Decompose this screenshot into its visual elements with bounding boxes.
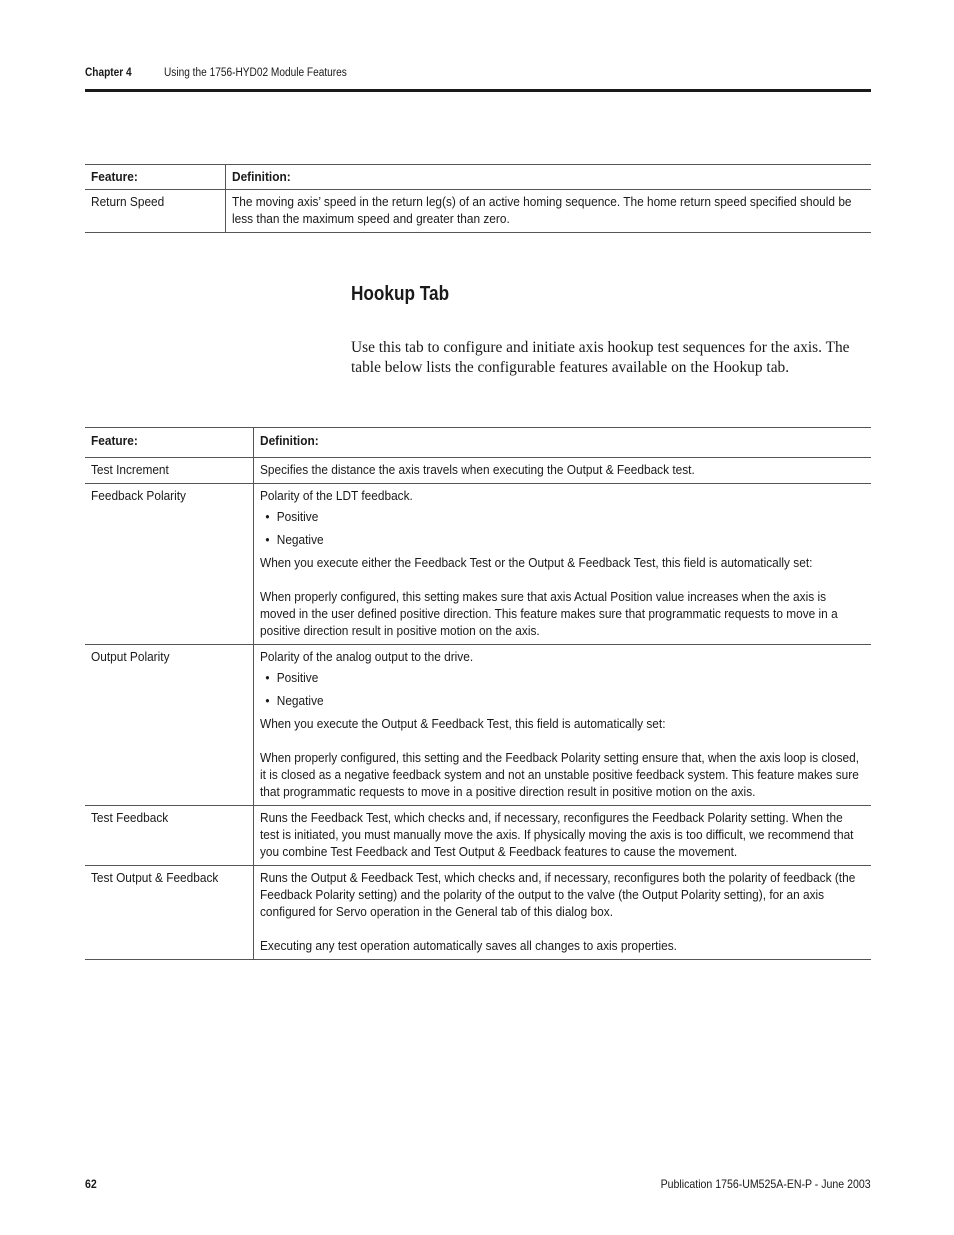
feature-cell: Output Polarity: [85, 645, 253, 806]
option-list: [260, 508, 865, 548]
list-item: • Positive: [265, 508, 864, 525]
definition-header: Definition:: [253, 428, 871, 458]
chapter-label: Chapter 4: [85, 67, 132, 79]
definition-text: When properly configured, this setting makes sure that axis Actual Position value increases when the axis is moved in the user defined positive direction. This feature makes sure that programmatic requests to move in a positive direction result in positive motion on the axis.: [259, 589, 838, 638]
table-row: [85, 458, 871, 484]
list-item: • Positive: [265, 669, 864, 686]
feature-header: Feature:: [85, 165, 225, 190]
table-header-row: [85, 428, 871, 458]
feature-cell: Feedback Polarity: [85, 484, 253, 645]
definition-header: Definition:: [225, 165, 871, 190]
chapter-title: Using the 1756-HYD02 Module Features: [164, 67, 347, 79]
table-row: [85, 484, 871, 645]
feature-cell: Test Increment: [85, 458, 253, 484]
feature-cell: Test Feedback: [85, 806, 253, 866]
page-number: 62: [85, 1177, 97, 1191]
definition-cell: [253, 484, 871, 645]
feature-cell: Test Output & Feedback: [85, 866, 253, 960]
definition-text: Polarity of the LDT feedback.: [259, 488, 413, 503]
definition-cell: Runs the Feedback Test, which checks and, if necessary, reconfigures the Feedback Polarity setting. When the test is initiated, you must manually move the axis. If physically moving the axis is too difficult, we recommend that you combine Test Feedback and Test Output & Feedback features to cause the movement.: [253, 806, 871, 866]
definition-cell: The moving axis’ speed in the return leg(s) of an active homing sequence. The home return speed specified should be less than the maximum speed and greater than zero.: [225, 190, 871, 233]
table-row: [85, 190, 871, 233]
definition-cell: [253, 866, 871, 960]
table-row: [85, 645, 871, 806]
return-speed-table: [85, 164, 871, 233]
hookup-table: [85, 427, 871, 960]
definition-cell: [253, 645, 871, 806]
table-header-row: [85, 165, 871, 190]
publication-info: Publication 1756-UM525A-EN-P - June 2003: [661, 1177, 871, 1191]
definition-text: Polarity of the analog output to the drive.: [259, 649, 473, 664]
section-intro: Use this tab to configure and initiate axis hookup test sequences for the axis. The table below lists the configurable features available on the Hookup tab.: [351, 339, 850, 376]
list-item: • Negative: [265, 531, 864, 548]
feature-header: Feature:: [85, 428, 253, 458]
list-item: • Negative: [265, 692, 864, 709]
definition-text: When you execute either the Feedback Test or the Output & Feedback Test, this field is automatically set:: [259, 555, 812, 570]
feature-cell: Return Speed: [85, 190, 225, 233]
definition-text: When properly configured, this setting and the Feedback Polarity setting ensure that, when the axis loop is closed, it is closed as a negative feedback system and not an unstable positive feedback system. This feature makes sure that programmatic requests to move in a positive direction result in positive motion on the axis.: [259, 750, 859, 799]
header-rule: [85, 89, 871, 92]
definition-text: Executing any test operation automatically saves all changes to axis properties.: [259, 938, 677, 953]
definition-text: When you execute the Output & Feedback Test, this field is automatically set:: [259, 716, 666, 731]
definition-cell: Specifies the distance the axis travels when executing the Output & Feedback test.: [253, 458, 871, 484]
section-title: Hookup Tab: [351, 283, 450, 305]
table-row: [85, 806, 871, 866]
definition-text: Runs the Output & Feedback Test, which checks and, if necessary, reconfigures both the polarity of feedback (the Feedback Polarity setting) and the polarity of the output to the valve (the Output Polarity setting), for an axis configured for Servo operation in the General tab of this dialog box.: [259, 870, 855, 919]
option-list: [260, 669, 865, 709]
table-row: [85, 866, 871, 960]
